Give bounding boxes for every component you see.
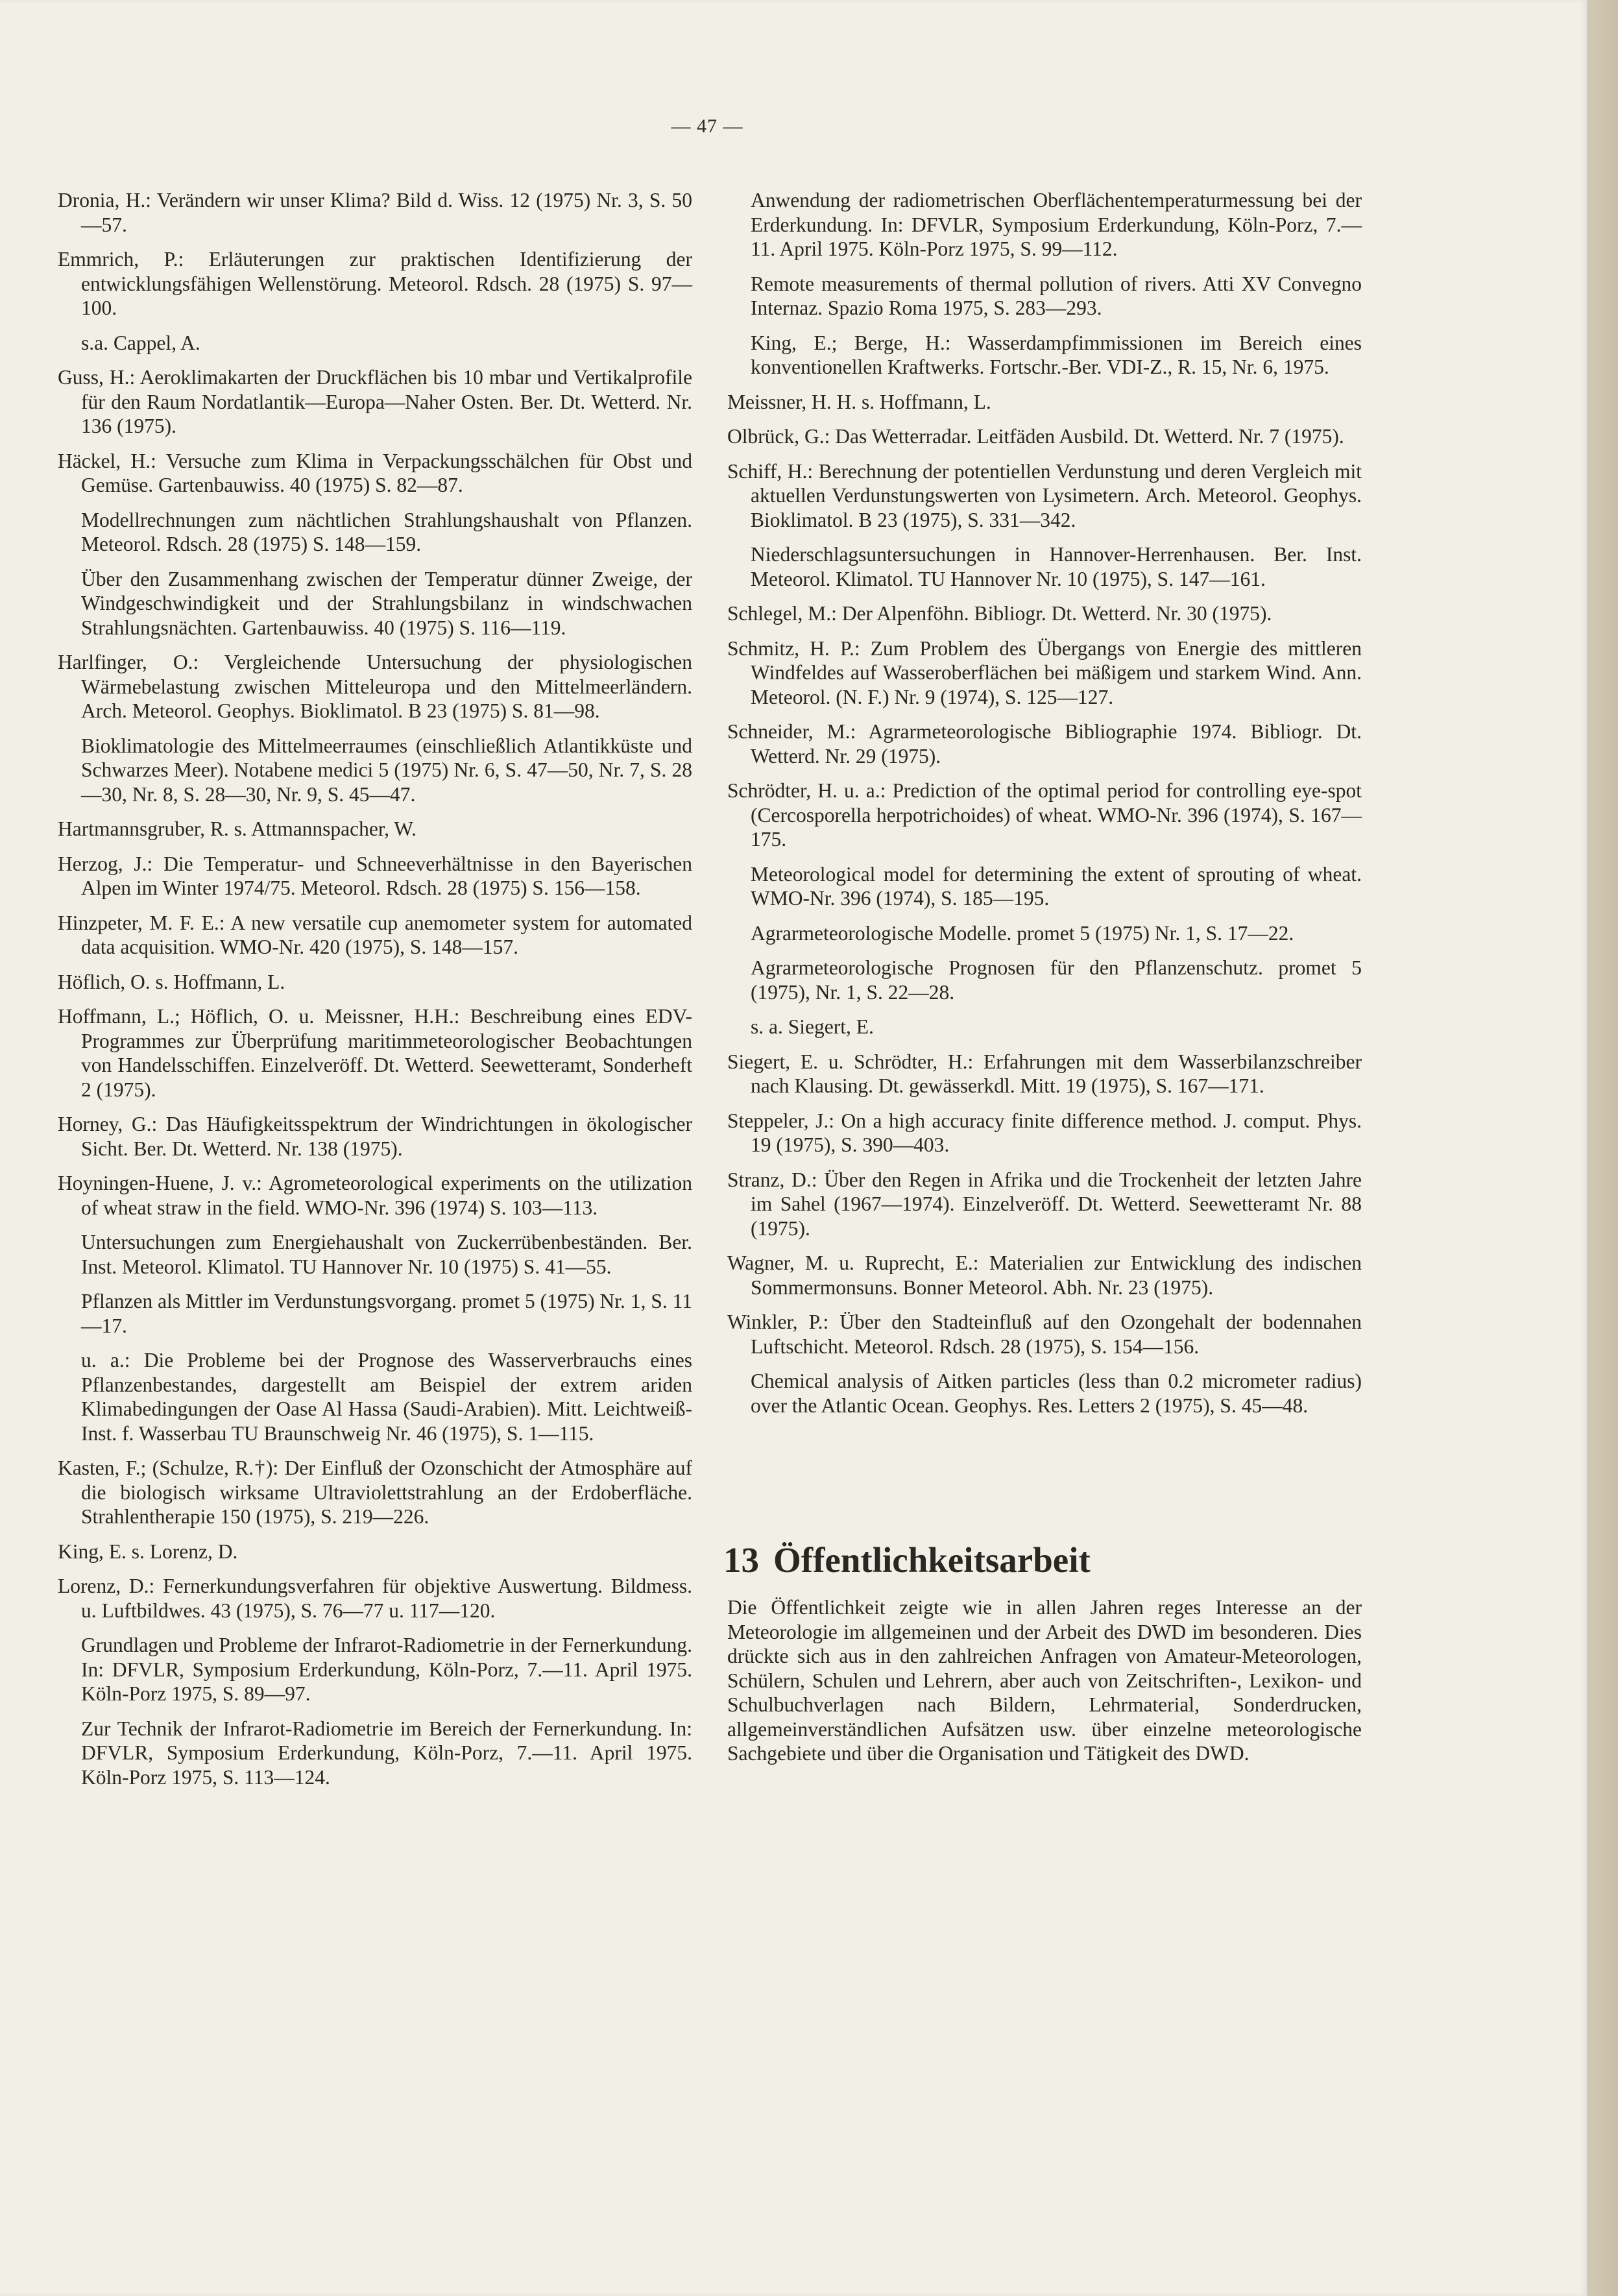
- section-number: 13: [723, 1540, 759, 1580]
- reference-entry: Hoffmann, L.; Höflich, O. u. Meissner, H.H.: Beschreibung eines EDV-Programmes zur Überprüfung maritimmeteorologischer Beobachtungen von Handelsschiffen. Einzelveröff. Dt. Wetterd. Seewetteramt, Sonderheft 2 (1975).: [58, 1005, 692, 1101]
- reference-continuation: Anwendung der radiometrischen Oberflächentemperaturmessung bei der Erderkundung. In: DFVLR, Symposium Erderkundung, Köln-Porz, 7.—11. April 1975. Köln-Porz 1975, S. 99—112.: [751, 189, 1362, 260]
- reference-continuation: Bioklimatologie des Mittelmeerraumes (einschließlich Atlantikküste und Schwarzes Meer). Notabene medici 5 (1975) Nr. 6, S. 47—50, Nr. 7, S. 28—30, Nr. 8, S. 28—30, Nr. 9, S. 45—47.: [81, 734, 692, 806]
- reference-entry: Wagner, M. u. Ruprecht, E.: Materialien zur Entwicklung des indischen Sommermonsuns. Bonner Meteorol. Abh. Nr. 23 (1975).: [727, 1251, 1362, 1299]
- reference-entry: King, E. s. Lorenz, D.: [58, 1540, 238, 1563]
- reference-entry: Schrödter, H. u. a.: Prediction of the optimal period for controlling eye-spot (Cercosporella herpotrichoides) of wheat. WMO-Nr. 396 (1974), S. 167—175.: [727, 779, 1362, 851]
- binding-edge: [1587, 0, 1618, 2296]
- reference-continuation: Untersuchungen zum Energiehaushalt von Zuckerrübenbeständen. Ber. Inst. Meteorol. Klimatol. TU Hannover Nr. 10 (1975) S. 41—55.: [81, 1231, 692, 1278]
- reference-entry: Steppeler, J.: On a high accuracy finite difference method. J. comput. Phys. 19 (1975), S. 390—403.: [727, 1109, 1362, 1156]
- reference-continuation: Über den Zusammenhang zwischen der Temperatur dünner Zweige, der Windgeschwindigkeit und der Strahlungsbilanz in windschwachen Strahlungsnächten. Gartenbauwiss. 40 (1975) S. 116—119.: [81, 567, 692, 639]
- reference-continuation: Agrarmeteorologische Prognosen für den Pflanzenschutz. promet 5 (1975), Nr. 1, S. 22—28.: [751, 956, 1362, 1004]
- reference-entry: Guss, H.: Aeroklimakarten der Druckflächen bis 10 mbar und Vertikalprofile für den Raum Nordatlantik—Europa—Naher Osten. Ber. Dt. Wetterd. Nr. 136 (1975).: [58, 366, 692, 437]
- reference-continuation: Zur Technik der Infrarot-Radiometrie im Bereich der Fernerkundung. In: DFVLR, Symposium Erderkundung, Köln-Porz, 7.—11. April 1975. Köln-Porz 1975, S. 113—124.: [81, 1717, 692, 1789]
- reference-continuation: Grundlagen und Probleme der Infrarot-Radiometrie in der Fernerkundung. In: DFVLR, Symposium Erderkundung, Köln-Porz, 7.—11. April 1975. Köln-Porz 1975, S. 89—97.: [81, 1634, 692, 1705]
- reference-continuation: Remote measurements of thermal pollution of rivers. Atti XV Convegno Internaz. Spazio Roma 1975, S. 283—293.: [751, 272, 1362, 319]
- reference-entry: Schmitz, H. P.: Zum Problem des Übergangs von Energie des mittleren Windfeldes auf Wasseroberflächen bei mäßigem und starkem Wind. Ann. Meteorol. (N. F.) Nr. 9 (1974), S. 125—127.: [727, 636, 1362, 708]
- reference-continuation: u. a.: Die Probleme bei der Prognose des Wasserverbrauchs eines Pflanzenbestandes, dargestellt am Beispiel der extrem ariden Klimabedingungen der Oase Al Hassa (Saudi-Arabien). Mitt. Leichtweiß-Inst. f. Wasserbau TU Braunschweig Nr. 46 (1975), S. 1—115.: [81, 1349, 692, 1445]
- reference-entry: Siegert, E. u. Schrödter, H.: Erfahrungen mit dem Wasserbilanzschreiber nach Klausing. Dt. gewässerkdl. Mitt. 19 (1975), S. 167—171.: [727, 1050, 1362, 1097]
- reference-entry: Hinzpeter, M. F. E.: A new versatile cup anemometer system for automated data acquisition. WMO-Nr. 420 (1975), S. 148—157.: [58, 911, 692, 958]
- page-number: — 47 —: [671, 115, 743, 137]
- section-body-text: Die Öffentlichkeit zeigte wie in allen Jahren reges Interesse an der Meteorologie im allgemeinen und der Arbeit des DWD im besonderen. Dies drückte sich aus in den zahlreichen Anfragen von Amateur-Meteorologen, Schülern, Schulen und Lehrern, aber auch von Zeitschriften-, Lexikon- und Schulbuchverlagen nach Bildern, Lehrmaterial, Sonderdrucken, allgemeinverständlichen Aufsätzen usw. über einzelne meteorologische Sachgebiete und über die Organisation und Tätigkeit des DWD.: [727, 1596, 1362, 1765]
- reference-entry: Meissner, H. H. s. Hoffmann, L.: [727, 390, 991, 413]
- reference-entry: Hoyningen-Huene, J. v.: Agrometeorological experiments on the utilization of wheat straw in the field. WMO-Nr. 396 (1974) S. 103—113.: [58, 1172, 692, 1219]
- right-column: [723, 188, 1362, 1766]
- reference-continuation: s.a. Cappel, A.: [81, 331, 200, 354]
- reference-continuation: Meteorological model for determining the extent of sprouting of wheat. WMO-Nr. 396 (1974), S. 185—195.: [751, 862, 1362, 910]
- right-column-references: [727, 188, 1362, 1418]
- reference-continuation: Pflanzen als Mittler im Verdunstungsvorgang. promet 5 (1975) Nr. 1, S. 11—17.: [81, 1290, 692, 1337]
- reference-continuation: Agrarmeteorologische Modelle. promet 5 (1975) Nr. 1, S. 17—22.: [751, 921, 1294, 945]
- left-column: [58, 188, 692, 1800]
- reference-entry: Emmrich, P.: Erläuterungen zur praktischen Identifizierung der entwicklungsfähigen Wellenstörung. Meteorol. Rdsch. 28 (1975) S. 97—100.: [58, 248, 692, 319]
- reference-continuation: Niederschlagsuntersuchungen in Hannover-Herrenhausen. Ber. Inst. Meteorol. Klimatol. TU Hannover Nr. 10 (1975), S. 147—161.: [751, 543, 1362, 590]
- reference-entry: Schlegel, M.: Der Alpenföhn. Bibliogr. Dt. Wetterd. Nr. 30 (1975).: [727, 602, 1272, 625]
- reference-entry: Harlfinger, O.: Vergleichende Untersuchung der physiologischen Wärmebelastung zwischen Mitteleuropa und den Mittelmeerländern. Arch. Meteorol. Geophys. Bioklimatol. B 23 (1975) S. 81—98.: [58, 651, 692, 722]
- reference-continuation: s. a. Siegert, E.: [751, 1015, 874, 1038]
- reference-entry: Stranz, D.: Über den Regen in Afrika und die Trockenheit der letzten Jahre im Sahel (1967—1974). Einzelveröff. Dt. Wetterd. Seewetteramt Nr. 88 (1975).: [727, 1168, 1362, 1240]
- reference-entry: Schiff, H.: Berechnung der potentiellen Verdunstung und deren Vergleich mit aktuellen Verdunstungswerten von Lysimetern. Arch. Meteorol. Geophys. Bioklimatol. B 23 (1975), S. 331—342.: [727, 459, 1362, 531]
- reference-continuation: Modellrechnungen zum nächtlichen Strahlungshaushalt von Pflanzen. Meteorol. Rdsch. 28 (1975) S. 148—159.: [81, 508, 692, 555]
- reference-entry: Häckel, H.: Versuche zum Klima in Verpackungsschälchen für Obst und Gemüse. Gartenbauwiss. 40 (1975) S. 82—87.: [58, 449, 692, 496]
- reference-entry: Olbrück, G.: Das Wetterradar. Leitfäden Ausbild. Dt. Wetterd. Nr. 7 (1975).: [727, 425, 1344, 448]
- reference-entry: Horney, G.: Das Häufigkeitsspektrum der Windrichtungen in ökologischer Sicht. Ber. Dt. Wetterd. Nr. 138 (1975).: [58, 1113, 692, 1160]
- reference-entry: Höflich, O. s. Hoffmann, L.: [58, 970, 285, 993]
- reference-entry: Kasten, F.; (Schulze, R.†): Der Einfluß der Ozonschicht der Atmosphäre auf die biologisch wirksame Ultraviolettstrahlung an der Erdoberfläche. Strahlentherapie 150 (1975), S. 219—226.: [58, 1456, 692, 1528]
- reference-entry: Schneider, M.: Agrarmeteorologische Bibliographie 1974. Bibliogr. Dt. Wetterd. Nr. 29 (1975).: [727, 720, 1362, 767]
- reference-entry: Lorenz, D.: Fernerkundungsverfahren für objektive Auswertung. Bildmess. u. Luftbildwes. 43 (1975), S. 76—77 u. 117—120.: [58, 1575, 692, 1622]
- reference-continuation: King, E.; Berge, H.: Wasserdampfimmissionen im Bereich eines konventionellen Kraftwerks. Fortschr.-Ber. VDI-Z., R. 15, Nr. 6, 1975.: [751, 331, 1362, 378]
- reference-entry: Winkler, P.: Über den Stadteinfluß auf den Ozongehalt der bodennahen Luftschicht. Meteorol. Rdsch. 28 (1975), S. 154—156.: [727, 1311, 1362, 1358]
- reference-entry: Hartmannsgruber, R. s. Attmannspacher, W.: [58, 817, 417, 840]
- reference-entry: Dronia, H.: Verändern wir unser Klima? Bild d. Wiss. 12 (1975) Nr. 3, S. 50—57.: [58, 189, 692, 236]
- reference-entry: Herzog, J.: Die Temperatur- und Schneeverhältnisse in den Bayerischen Alpen im Winter 1974/75. Meteorol. Rdsch. 28 (1975) S. 156—158.: [58, 852, 692, 899]
- section-title: Öffentlichkeitsarbeit: [773, 1540, 1091, 1580]
- section-heading: [723, 1540, 1362, 1581]
- reference-continuation: Chemical analysis of Aitken particles (less than 0.2 micrometer radius) over the Atlantic Ocean. Geophys. Res. Letters 2 (1975), S. 45—48.: [751, 1370, 1362, 1417]
